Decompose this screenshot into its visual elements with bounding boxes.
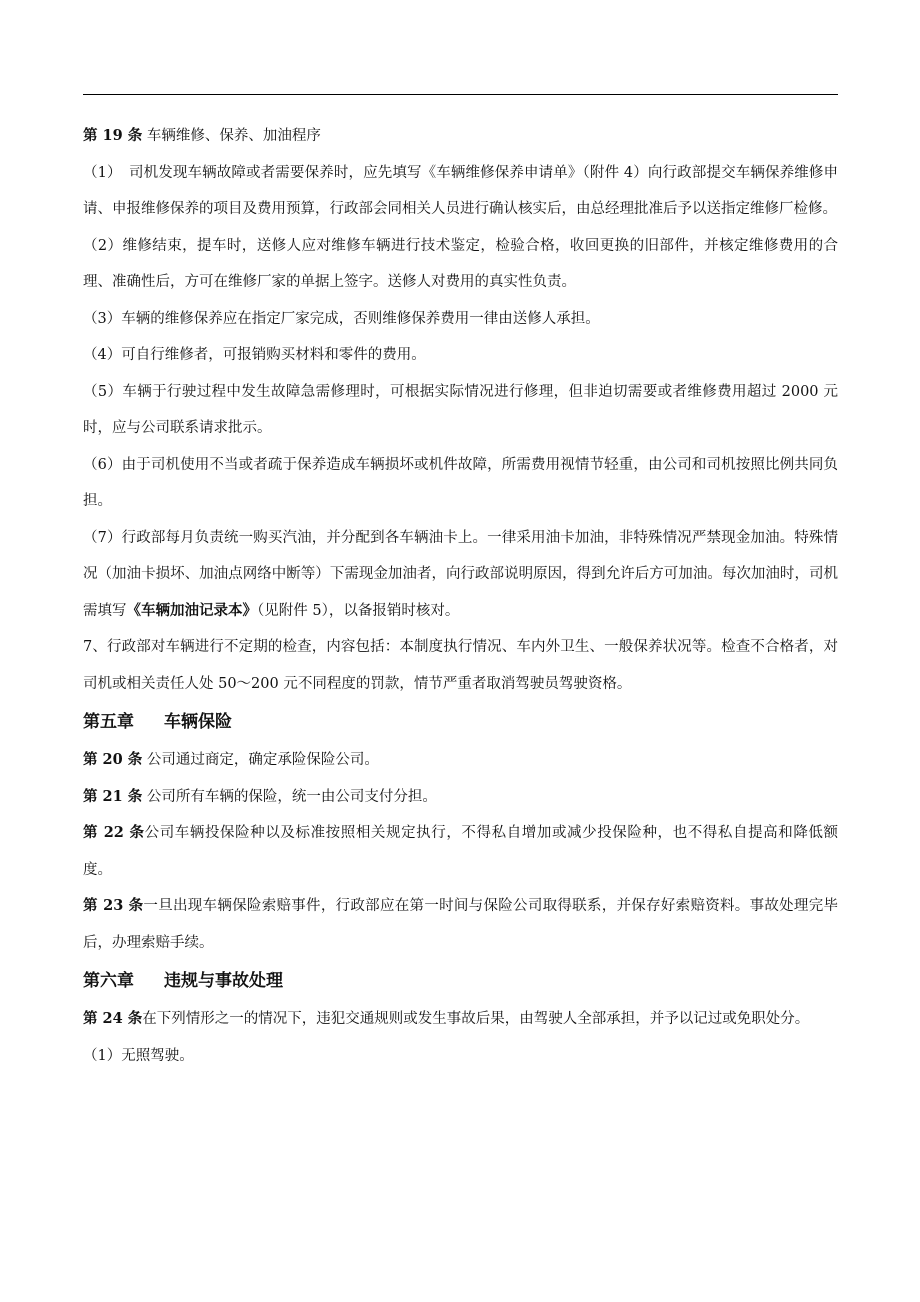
- article-23: [83, 888, 838, 961]
- article-text: 一旦出现车辆保险索赔事件，行政部应在第一时间与保险公司取得联系，并保存好索赔资料。事故处理完毕后，办理索赔手续。: [83, 898, 838, 951]
- article-text: 在下列情形之一的情况下，违犯交通规则或发生事故后果，由驾驶人全部承担，并予以记过或免职处分。: [142, 1011, 810, 1027]
- article-label: 第 21 条: [83, 787, 143, 805]
- chapter-number: 第六章: [83, 971, 134, 991]
- article-19-item-5: （5）车辆于行驶过程中发生故障急需修理时，可根据实际情况进行修理，但非迫切需要或者维修费用超过 2000 元时，应与公司联系请求批示。: [83, 383, 838, 436]
- chapter-title: 车辆保险: [164, 712, 232, 732]
- article-19-item-6: （6）由于司机使用不当或者疏于保养造成车辆损坏或机件故障，所需费用视情节轻重，由公司和司机按照比例共同负担。: [83, 456, 838, 509]
- article-20: [83, 742, 838, 779]
- article-label: 第 19 条: [83, 127, 143, 144]
- item-7-form-name: 《车辆加油记录本》: [126, 601, 257, 619]
- article-24: [83, 1001, 838, 1038]
- chapter-5-heading: [83, 702, 838, 742]
- article-19-item-4: （4）可自行维修者，可报销购买材料和零件的费用。: [83, 347, 426, 363]
- article-label: 第 22 条: [83, 824, 145, 841]
- article-label: 第 24 条: [83, 1010, 143, 1027]
- article-label: 第 20 条: [83, 751, 143, 768]
- article-title: 车辆维修、保养、加油程序: [146, 128, 321, 144]
- document-body: [83, 118, 838, 1074]
- article-text: 公司所有车辆的保险，统一由公司支付分担。: [142, 788, 437, 805]
- article-text: 公司通过商定，确定承险保险公司。: [142, 752, 379, 768]
- article-text: 公司车辆投保险种以及标准按照相关规定执行，不得私自增加或减少投保险种，也不得私自提高和降低额度。: [83, 825, 838, 878]
- article-24-item-1: （1）无照驾驶。: [83, 1047, 194, 1064]
- header-rule: [83, 94, 838, 95]
- article-21: [83, 779, 838, 816]
- item-7-text: （7）行政部每月负责统一购买汽油，并分配到各车辆油卡上。一律采用油卡加油，非特殊情况严禁现金加油。特殊情况（加油卡损坏、加油点网络中断等）下需现金加油者，向行政部说明原因，得到允许后方可加油。每次加油时，司机需填写: [83, 529, 838, 619]
- article-19-item-7: [83, 520, 838, 630]
- article-19-item-3: （3）车辆的维修保养应在指定厂家完成，否则维修保养费用一律由送修人承担。: [83, 310, 600, 327]
- inspection-clause: 7、行政部对车辆进行不定期的检查，内容包括：本制度执行情况、车内外卫生、一般保养状况等。检查不合格者，对司机或相关责任人处 50～200 元不同程度的罚款，情节严重者取消驾驶员驾驶资格。: [83, 639, 838, 692]
- article-19-heading: [83, 118, 838, 155]
- chapter-number: 第五章: [83, 712, 134, 732]
- article-22: [83, 815, 838, 888]
- article-19-item-2: （2）维修结束，提车时，送修人应对维修车辆进行技术鉴定，检验合格，收回更换的旧部件，并核定维修费用的合理、准确性后，方可在维修厂家的单据上签字。送修人对费用的真实性负责。: [83, 237, 838, 290]
- chapter-title: 违规与事故处理: [164, 971, 283, 991]
- item-7-text-end: （见附件 5），以备报销时核对。: [257, 602, 460, 619]
- article-label: 第 23 条: [83, 897, 144, 914]
- article-19-item-1: （1） 司机发现车辆故障或者需要保养时，应先填写《车辆维修保养申请单》（附件 4）向行政部提交车辆保养维修申请、申报维修保养的项目及费用预算，行政部会同相关人员进行确认核实后，由总经理批准后予以送指定维修厂检修。: [83, 164, 838, 217]
- chapter-6-heading: [83, 961, 838, 1001]
